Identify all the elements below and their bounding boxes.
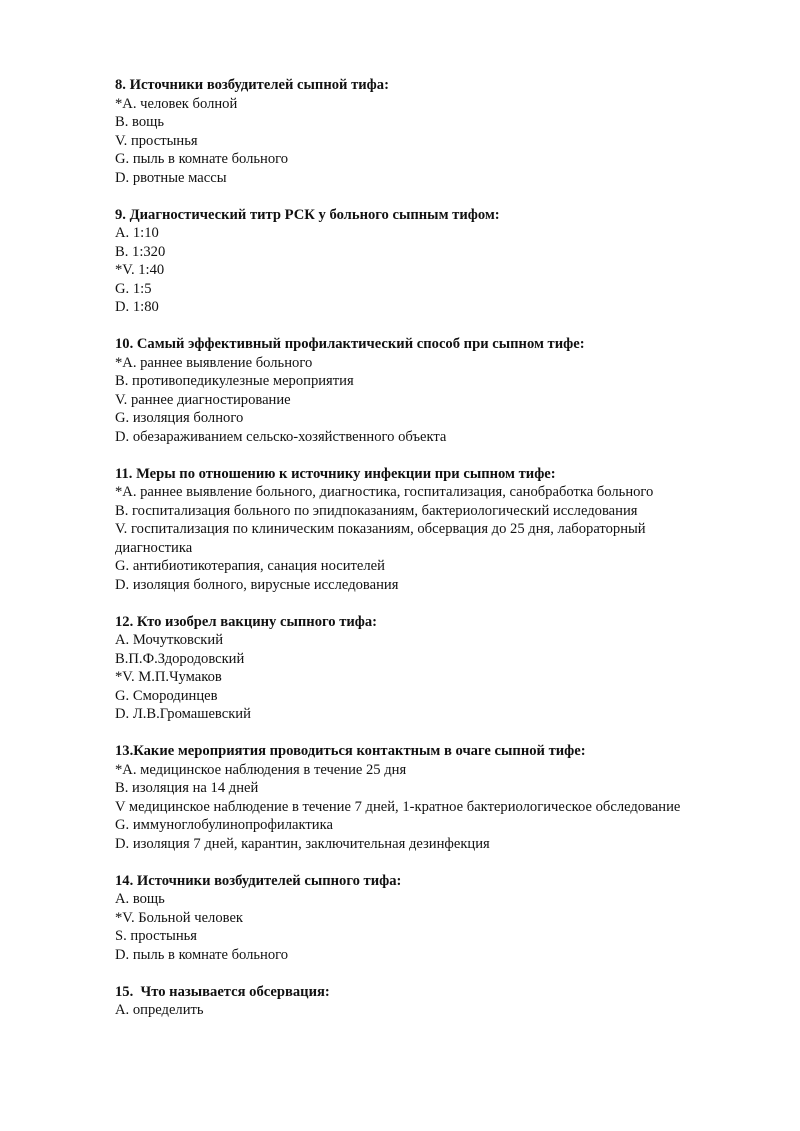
answer-option: *V. М.П.Чумаков [115,669,222,685]
answer-option: D. 1:80 [115,299,159,315]
question-12 [115,613,725,724]
answer-option: V медицинское наблюдение в течение 7 дней, 1-кратное бактериологическое обследование [115,798,681,815]
answer-option: *A. медицинское наблюдения в течение 25 дня [115,761,407,778]
answer-option: V. простынья [115,132,198,149]
question-list [115,76,725,1038]
question-14 [115,872,725,965]
question-title: 14. Источники возбудителей сыпного тифа: [115,872,402,889]
answer-option: B. противопедикулезные мероприятия [115,373,354,389]
question-title: 9. Диагностический титр РСК у больного сыпным тифом: [115,206,500,223]
answer-option: D. обезараживанием сельско-хозяйственного объекта [115,428,447,445]
answer-option: S. простынья [115,928,198,944]
question-9 [115,206,725,317]
answer-option: *V. Больной человек [115,909,244,926]
answer-option: G. Смородинцев [115,687,218,704]
answer-option: A. вощь [115,891,165,907]
answer-option: D. изоляция 7 дней, карантин, заключительная дезинфекция [115,835,490,852]
answer-option: V. раннее диагностирование [115,391,291,408]
question-title: 11. Меры по отношению к источнику инфекции при сыпном тифе: [115,465,556,482]
answer-option: D. пыль в комнате больного [115,946,289,963]
answer-option: *V. 1:40 [115,262,165,278]
question-11 [115,465,725,595]
answer-option: A. Мочутковский [115,632,224,648]
answer-option: *A. раннее выявление больного, диагностика, госпитализация, санобработка больного [115,484,654,500]
answer-option: G. иммуноглобулинопрофилактика [115,817,333,833]
answer-option: B.П.Ф.Здородовский [115,650,245,667]
answer-option: G. антибиотикотерапия, санация носителей [115,558,385,574]
answer-option: A. 1:10 [115,225,159,241]
answer-option: B. 1:320 [115,243,166,260]
answer-option: B. вощь [115,114,165,130]
answer-option: D. изоляция болного, вирусные исследования [115,576,399,593]
answer-option: *A. человек болной [115,95,238,112]
answer-option: D. Л.В.Громашевский [115,706,251,722]
answer-option: A. определить [115,1002,204,1018]
answer-option: G. изоляция болного [115,410,244,426]
question-13 [115,742,725,853]
answer-option: G. пыль в комнате больного [115,151,289,167]
question-10 [115,335,725,446]
answer-option: G. 1:5 [115,280,152,297]
question-title: 10. Самый эффективный профилактический способ при сыпном тифе: [115,336,585,352]
answer-option: B. изоляция на 14 дней [115,780,259,796]
question-title: 13.Какие мероприятия проводиться контактным в очаге сыпной тифе: [115,743,586,759]
question-15 [115,983,725,1020]
question-title: 15. Что называется обсервация: [115,983,330,1000]
answer-option: B. госпитализация больного по эпидпоказаниям, бактериологический исследования [115,502,638,519]
question-title: 12. Кто изобрел вакцину сыпного тифа: [115,613,378,630]
question-8 [115,76,725,187]
answer-option: *A. раннее выявление больного [115,354,313,371]
answer-option: V. госпитализация по клиническим показаниям, обсервация до 25 дня, лабораторный диагностика [115,521,646,556]
answer-option: D. рвотные массы [115,169,227,186]
question-title: 8. Источники возбудителей сыпной тифа: [115,77,389,93]
